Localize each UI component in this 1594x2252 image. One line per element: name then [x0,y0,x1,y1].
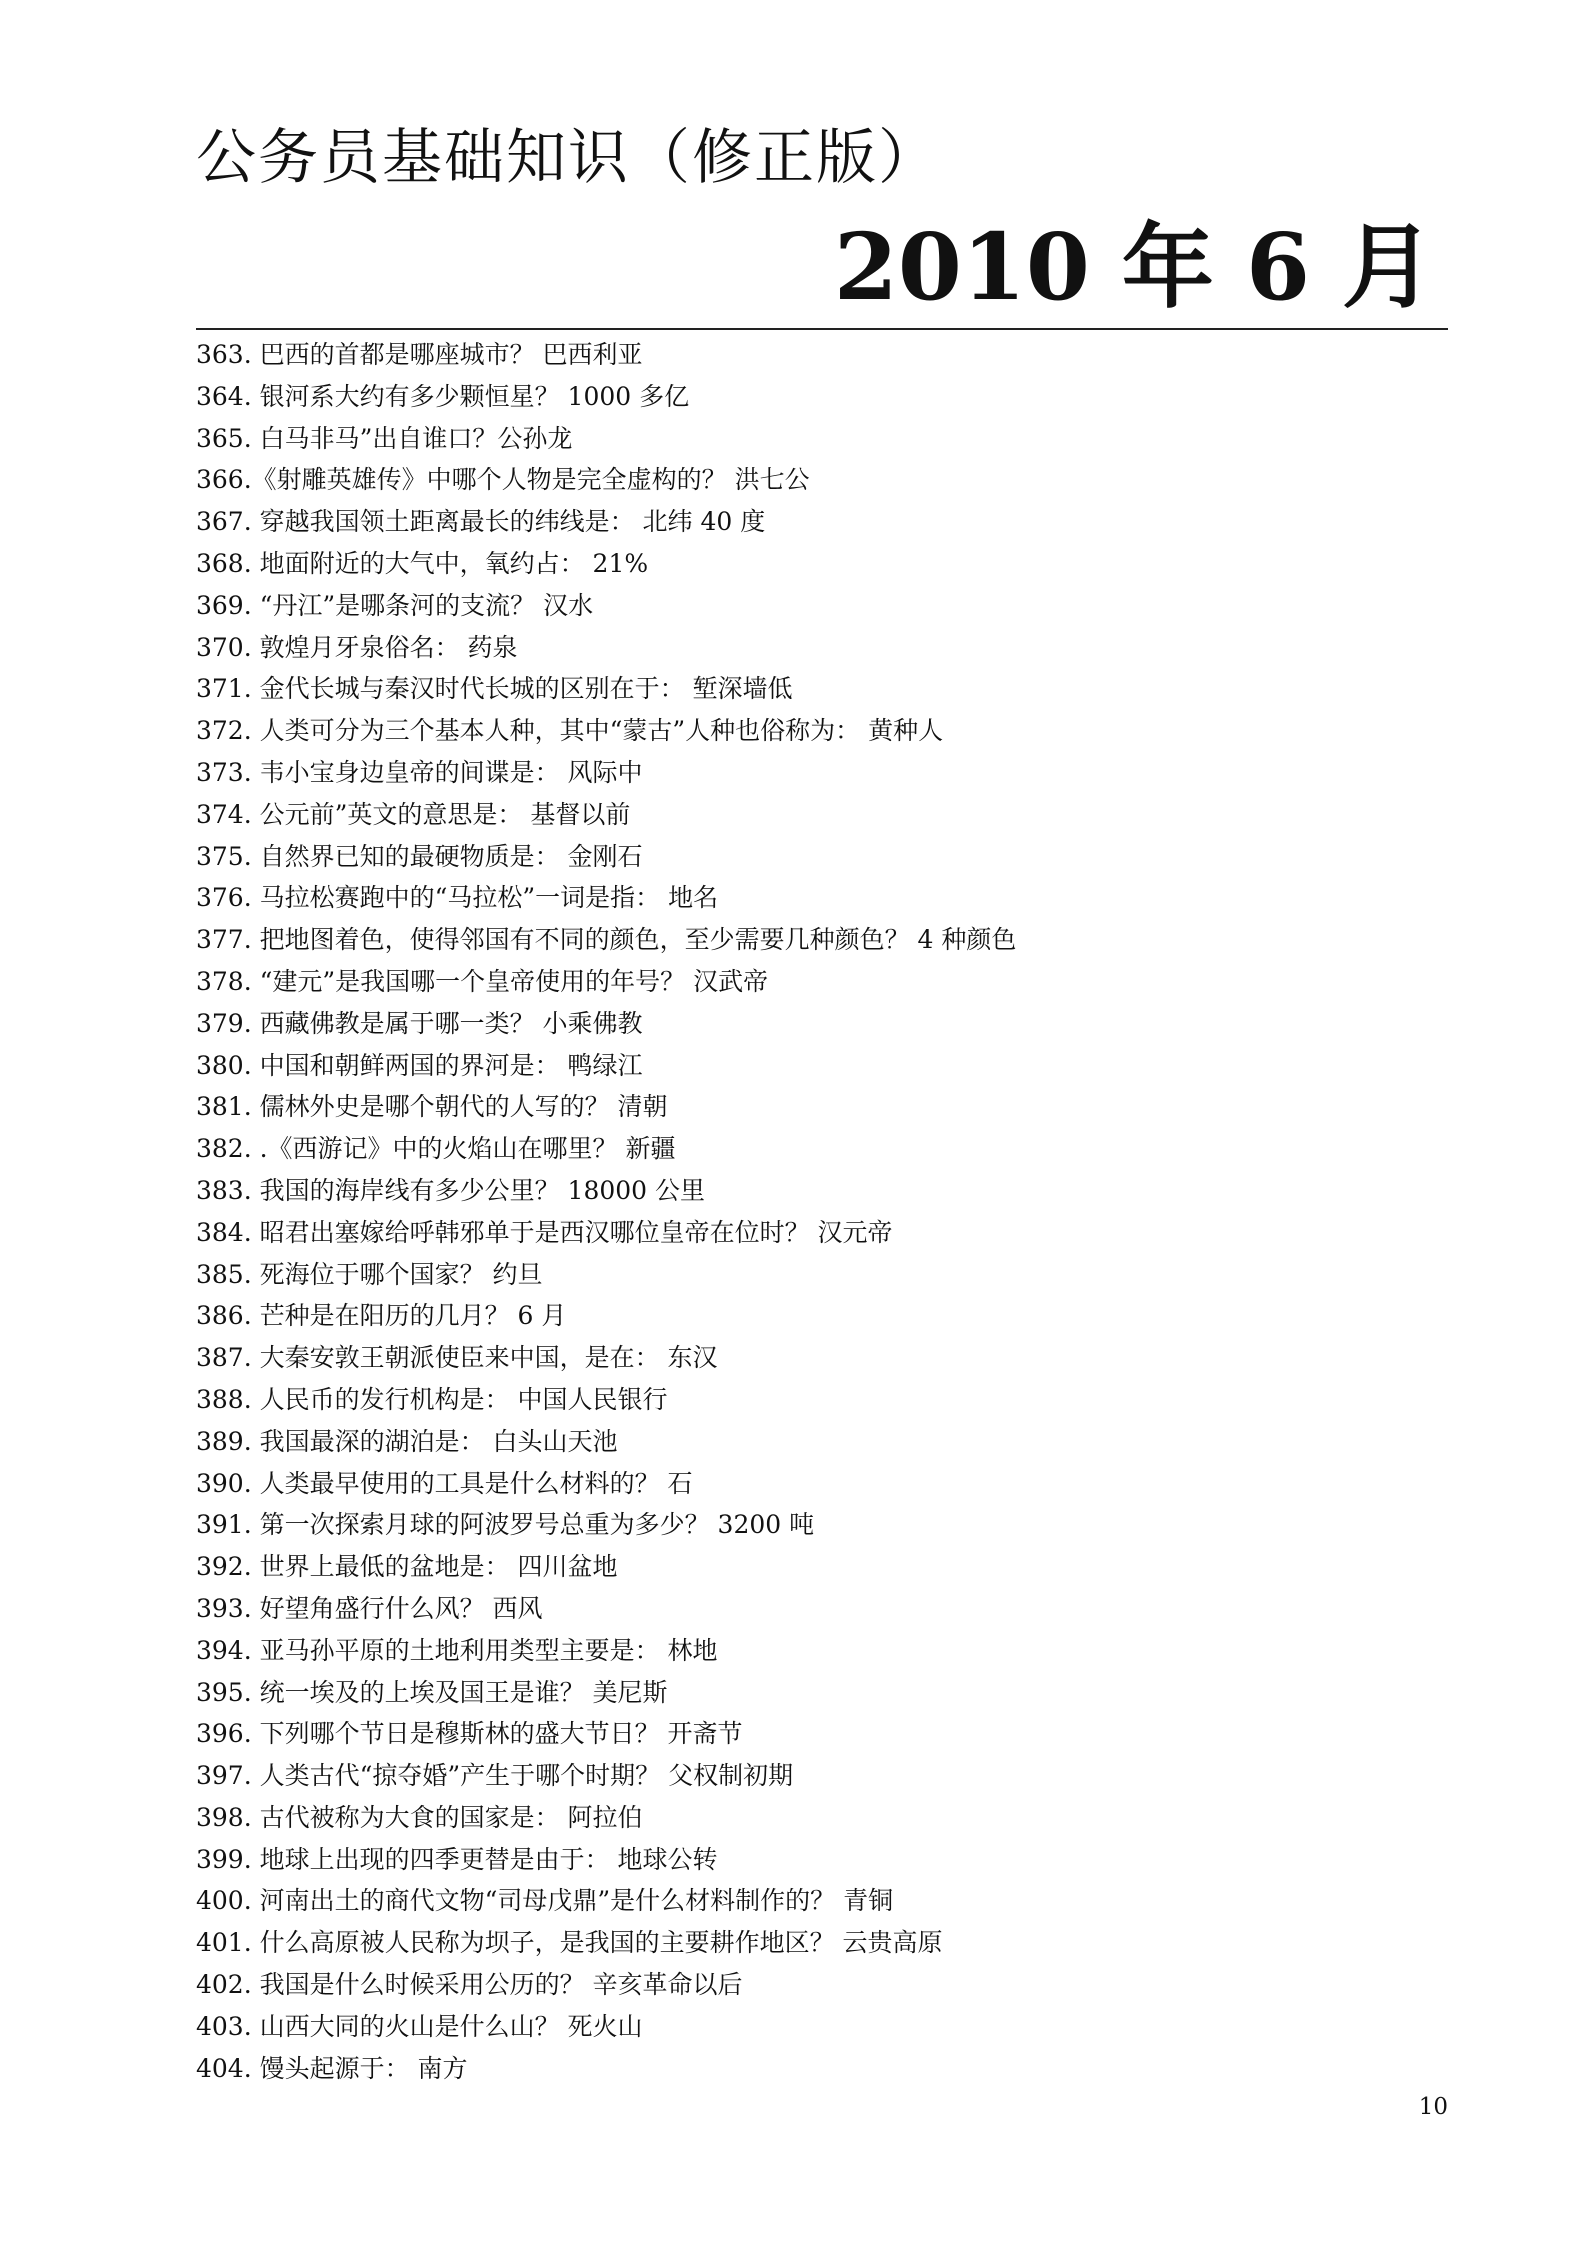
list-item: 372. 人类可分为三个基本人种，其中“蒙古”人种也俗称为： 黄种人 [196,716,944,746]
list-item: 397. 人类古代“掠夺婚”产生于哪个时期？ 父权制初期 [196,1761,794,1791]
document-title: 公务员基础知识（修正版） [196,123,940,193]
document-date: 2010 年 6 月 [833,213,1434,321]
page-number: 10 [1418,2094,1448,2120]
list-item: 400. 河南出土的商代文物“司母戊鼎”是什么材料制作的？ 青铜 [196,1886,894,1916]
list-item: 392. 世界上最低的盆地是： 四川盆地 [196,1552,618,1582]
list-item: 381. 儒林外史是哪个朝代的人写的？ 清朝 [196,1092,668,1122]
list-item: 380. 中国和朝鲜两国的界河是： 鸭绿江 [196,1050,643,1080]
list-item: 394. 亚马孙平原的土地利用类型主要是： 林地 [196,1635,718,1665]
list-item: 386. 芒种是在阳历的几月？ 6 月 [196,1301,567,1331]
list-item: 379. 西藏佛教是属于哪一类？ 小乘佛教 [196,1008,643,1038]
list-item: 404. 馒头起源于： 南方 [196,2053,468,2083]
list-item: 391. 第一次探索月球的阿波罗号总重为多少？ 3200 吨 [196,1510,815,1540]
list-item: 389. 我国最深的湖泊是： 白头山天池 [196,1426,618,1456]
list-item: 395. 统一埃及的上埃及国王是谁？ 美尼斯 [196,1677,668,1707]
list-item: 366.《射雕英雄传》中哪个人物是完全虚构的？ 洪七公 [196,465,810,495]
list-item: 402. 我国是什么时候采用公历的？ 辛亥革命以后 [196,1970,743,2000]
list-item: 370. 敦煌月牙泉俗名： 药泉 [196,632,518,662]
list-item: 393. 好望角盛行什么风？ 西风 [196,1593,543,1623]
list-item: 375. 自然界已知的最硬物质是： 金刚石 [196,841,643,871]
list-item: 363. 巴西的首都是哪座城市？ 巴西利亚 [196,340,643,369]
list-item: 376. 马拉松赛跑中的“马拉松”一词是指： 地名 [196,883,719,913]
list-item: 384. 昭君出塞嫁给呼韩邪单于是西汉哪位皇帝在位时？ 汉元帝 [196,1217,893,1247]
list-item: 382. .《西游记》中的火焰山在哪里？ 新疆 [196,1134,676,1164]
list-item: 369. “丹江”是哪条河的支流？ 汉水 [196,590,594,620]
list-item: 396. 下列哪个节日是穆斯林的盛大节日？ 开斋节 [196,1719,743,1749]
list-item: 371. 金代长城与秦汉时代长城的区别在于： 堑深墙低 [196,674,793,704]
list-item: 377. 把地图着色，使得邻国有不同的颜色，至少需要几种颜色？ 4 种颜色 [196,925,1017,955]
list-item: 401. 什么高原被人民称为坝子，是我国的主要耕作地区？ 云贵高原 [196,1928,943,1958]
list-item: 374. 公元前”英文的意思是： 基督以前 [196,799,631,829]
list-item: 364. 银河系大约有多少颗恒星？ 1000 多亿 [196,381,690,411]
list-item: 368. 地面附近的大气中，氧约占： 21% [196,548,649,578]
list-item: 390. 人类最早使用的工具是什么材料的？ 石 [196,1468,693,1498]
question-answer-list [196,334,1446,2089]
list-item: 403. 山西大同的火山是什么山？ 死火山 [196,2011,643,2041]
list-item: 367. 穿越我国领土距离最长的纬线是： 北纬 40 度 [196,507,766,537]
list-item: 398. 古代被称为大食的国家是： 阿拉伯 [196,1802,643,1832]
list-item: 387. 大秦安敦王朝派使臣来中国，是在： 东汉 [196,1343,718,1373]
list-item: 378. “建元”是我国哪一个皇帝使用的年号？ 汉武帝 [196,966,769,996]
header-divider [196,328,1448,330]
list-item: 373. 韦小宝身边皇帝的间谍是： 风际中 [196,757,643,787]
list-item: 399. 地球上出现的四季更替是由于： 地球公转 [196,1844,718,1874]
list-item: 365. 白马非马”出自谁口？公孙龙 [196,423,573,453]
list-item: 383. 我国的海岸线有多少公里？ 18000 公里 [196,1175,706,1205]
list-item: 385. 死海位于哪个国家？ 约旦 [196,1259,543,1289]
list-item: 388. 人民币的发行机构是： 中国人民银行 [196,1384,668,1414]
